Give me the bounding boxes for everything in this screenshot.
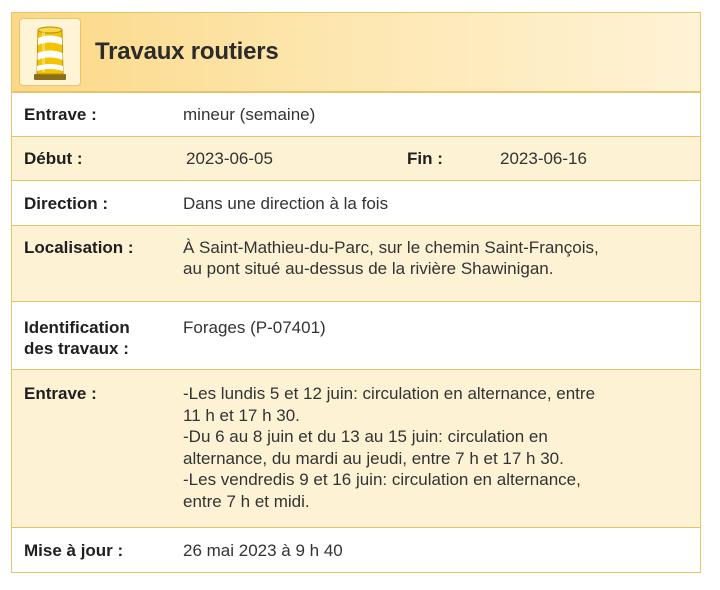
row-direction [12,180,700,225]
row-entrave [12,92,700,136]
entrave-details-line: 11 h et 17 h 30. [183,405,300,425]
mise-a-jour-value: 26 mai 2023 à 9 h 40 [183,540,343,560]
fin-label: Fin : [407,149,443,168]
identification-label [12,317,183,369]
row-dates [12,136,700,180]
entrave-value: mineur (semaine) [183,105,316,124]
entrave-details-line: -Les lundis 5 et 12 juin: circulation en alternance, entre [183,384,596,403]
entrave-label: Entrave : [24,105,97,124]
dates-value [183,148,700,169]
traffic-barrel-icon [19,18,81,86]
road-work-card [11,12,701,573]
localisation-line: À Saint-Mathieu-du-Parc, sur le chemin Saint-François, [183,238,599,257]
identification-label-line: Identification [24,318,130,337]
row-identification [12,301,700,369]
localisation-line: au pont situé au-dessus de la rivière Shawinigan. [183,259,554,278]
identification-label-line: des travaux : [24,339,129,358]
entrave-details-line: -Du 6 au 8 juin et du 13 au 15 juin: circulation en [183,427,548,446]
card-title: Travaux routiers [95,38,279,65]
entrave-details-label: Entrave : [24,384,97,403]
mise-a-jour-label: Mise à jour : [24,540,124,560]
localisation-value [183,237,700,301]
entrave-details-line: alternance, du mardi au jeudi, entre 7 h et 17 h 30. [183,448,564,468]
row-localisation [12,225,700,301]
row-mise-a-jour [12,527,700,572]
direction-value: Dans une direction à la fois [183,193,389,213]
fin-value: 2023-06-16 [500,149,587,168]
direction-label: Direction : [24,193,109,213]
debut-value: 2023-06-05 [186,149,273,168]
card-header [12,13,700,92]
row-entrave-details [12,369,700,527]
entrave-details-line: entre 7 h et midi. [183,491,310,511]
localisation-label: Localisation : [24,238,134,257]
identification-value: Forages (P-07401) [183,318,326,337]
debut-label: Début : [24,149,83,168]
entrave-details-value [183,383,700,527]
entrave-details-line: -Les vendredis 9 et 16 juin: circulation en alternance, [183,470,581,489]
